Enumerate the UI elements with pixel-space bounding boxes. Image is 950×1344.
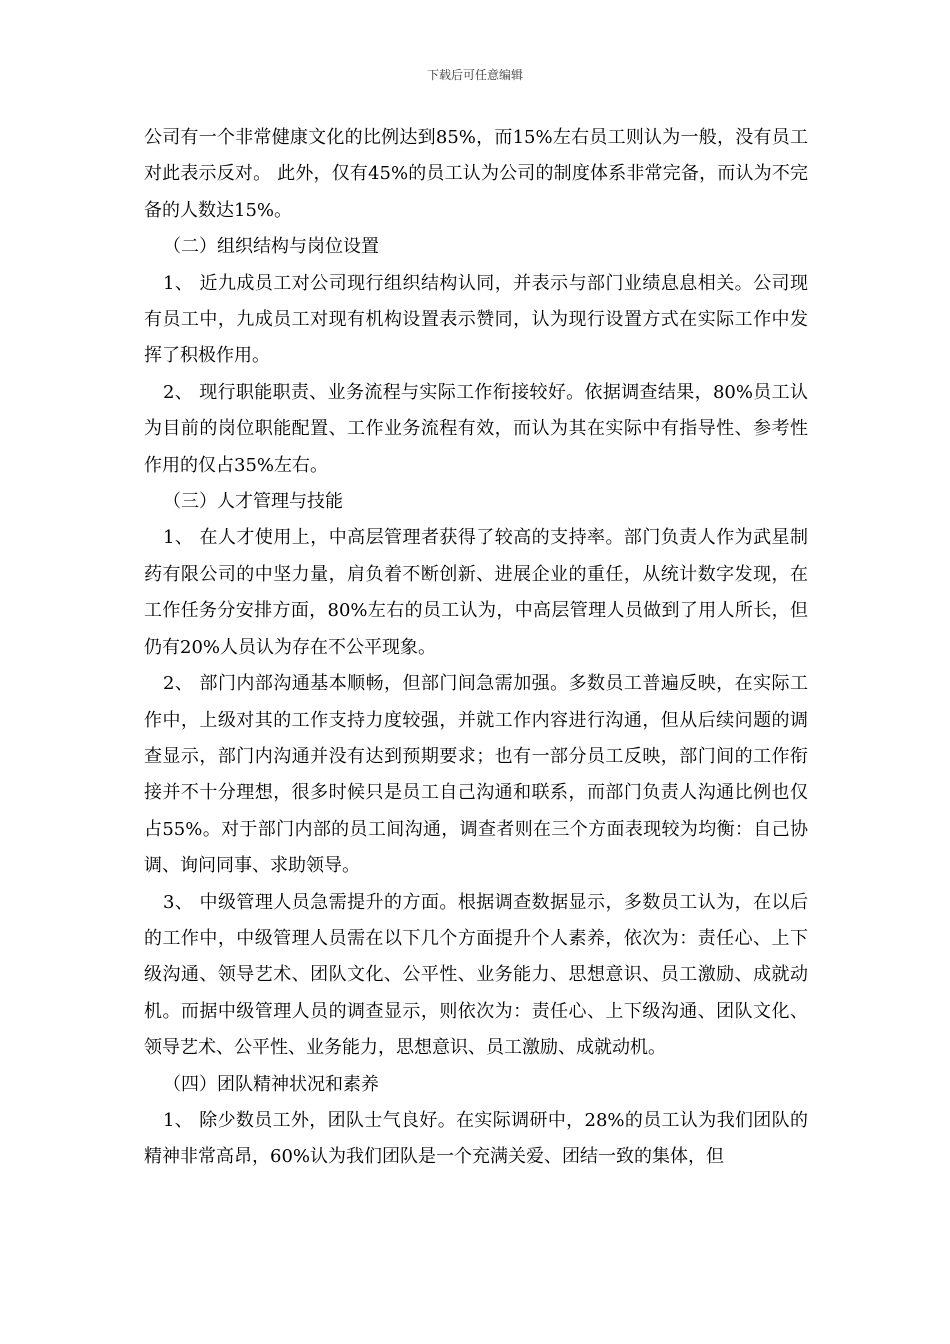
section-number: （三） — [163, 491, 217, 513]
section-title: 组织结构与岗位设置 — [217, 236, 379, 258]
section-heading-2 — [144, 229, 808, 265]
section-heading-4 — [144, 1067, 808, 1103]
list-item: 2、 现行职能职责、业务流程与实际工作衔接较好。依据调查结果，80%员工认为目前的岗位职能配置、工作业务流程有效，而认为其在实际中有指导性、参考性作用的仅占35%左右。 — [144, 381, 808, 476]
section-title: 人才管理与技能 — [217, 491, 343, 513]
section-number: （四） — [163, 1073, 217, 1095]
list-item: 2、 部门内部沟通基本顺畅，但部门间急需加强。多数员工普遍反映，在实际工作中，上级对其的工作支持力度较强，并就工作内容进行沟通，但从后续问题的调查显示，部门内沟通并没有达到预期要求；也有一部分员工反映，部门间的工作衔接并不十分理想，很多时候只是员工自己沟通和联系，而部门负责人沟通比例也仅占55%。对于部门内部的员工间沟通，调查者则在三个方面表现较为均衡：自己协调、询问同事、求助领导。 — [144, 673, 808, 877]
section-heading-3 — [144, 484, 808, 520]
section-number: （二） — [163, 236, 217, 258]
paragraph-intro: 公司有一个非常健康文化的比例达到85%，而15%左右员工则认为一般，没有员工对此表示反对。 此外，仅有45%的员工认为公司的制度体系非常完备，而认为不完备的人数达15%。 — [144, 127, 808, 221]
document-body — [144, 120, 808, 1176]
list-item: 1、 在人才使用上，中高层管理者获得了较高的支持率。部门负责人作为武星制药有限公司的中坚力量，肩负着不断创新、进展企业的重任，从统计数字发现，在工作任务分安排方面，80%左右的员工认为，中高层管理人员做到了用人所长，但仍有20%人员认为存在不公平现象。 — [144, 527, 808, 658]
list-item: 1、 近九成员工对公司现行组织结构认同，并表示与部门业绩息息相关。公司现有员工中，九成员工对现有机构设置表示赞同，认为现行设置方式在实际工作中发挥了积极作用。 — [144, 272, 808, 367]
section-title: 团队精神状况和素养 — [217, 1073, 379, 1095]
list-item: 1、 除少数员工外，团队士气良好。在实际调研中，28%的员工认为我们团队的精神非常高昂，60%认为我们团队是一个充满关爱、团结一致的集体，但 — [144, 1109, 808, 1168]
list-item: 3、 中级管理人员急需提升的方面。根据调查数据显示，多数员工认为，在以后的工作中，中级管理人员需在以下几个方面提升个人素养，依次为：责任心、上下级沟通、领导艺术、团队文化、公平性、业务能力、思想意识、员工激励、成就动机。而据中级管理人员的调查显示，则依次为：责任心、上下级沟通、团队文化、领导艺术、公平性、业务能力，思想意识、员工激励、成就动机。 — [144, 891, 808, 1059]
page-header-note: 下载后可任意编辑 — [426, 68, 523, 82]
